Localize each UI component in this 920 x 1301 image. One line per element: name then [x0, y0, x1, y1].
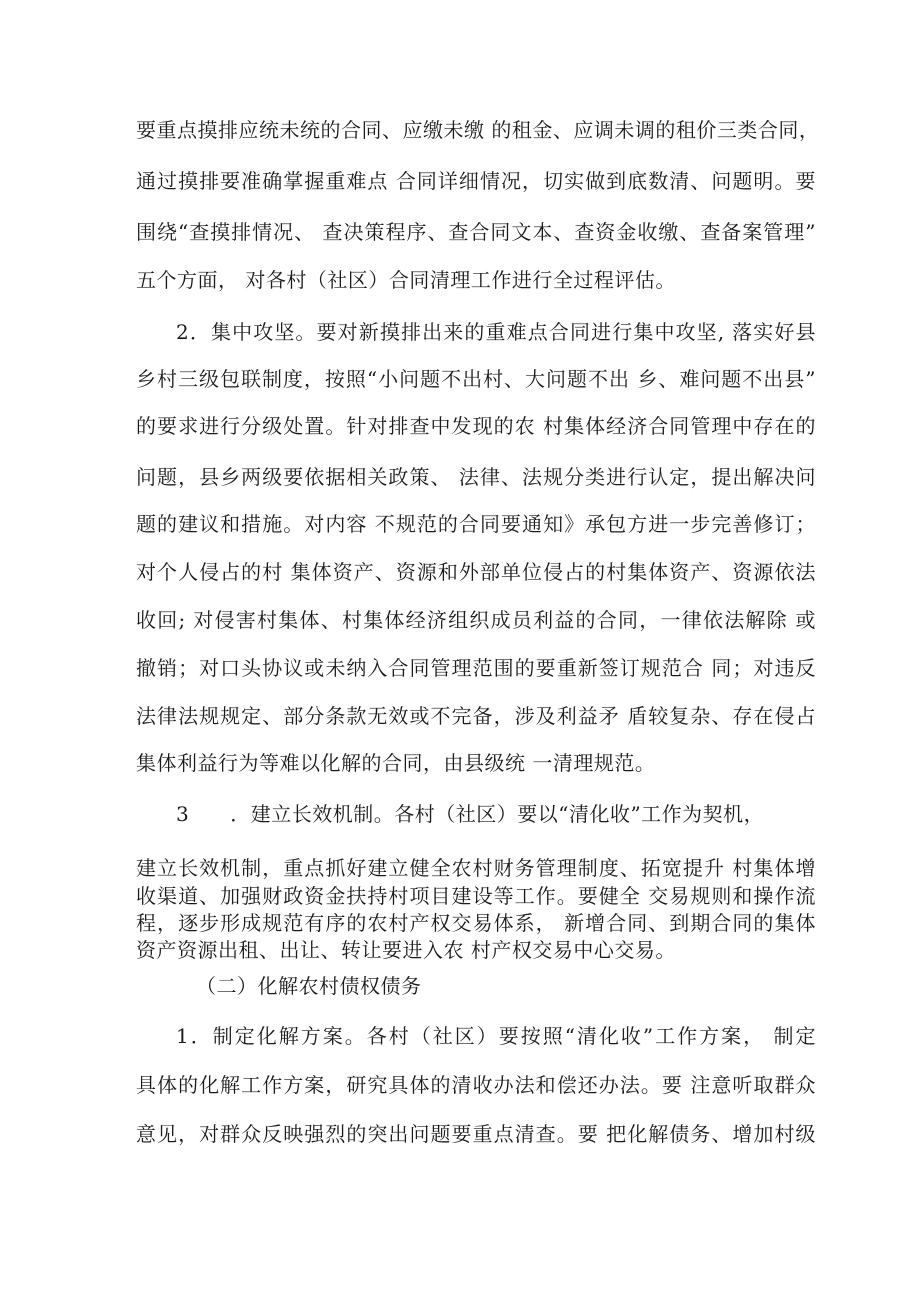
- paragraph-start-line: 3 ．建立长效机制。各村（社区）要以“清化收”工作为契机，: [176, 802, 765, 826]
- text-line: 法律法规规定、部分条款无效或不完备，涉及利益矛 盾较复杂、存在侵占: [136, 704, 816, 728]
- text-line: 五个方面， 对各村（社区）合同清理工作进行全过程评估。: [136, 268, 676, 292]
- paragraph-start-line: 1．制定化解方案。各村（社区）要按照“清化收”工作方案， 制定: [176, 1024, 816, 1048]
- text-line: 程，逐步形成规范有序的农村产权交易体系， 新增合同、到期合同的集体: [136, 911, 816, 935]
- text-line: 收回; 对侵害村集体、村集体经济组织成员利益的合同，一律依法解除 或: [136, 608, 816, 632]
- text-line: 集体利益行为等难以化解的合同，由县级统 一清理规范。: [136, 751, 656, 775]
- text-line: 要重点摸排应统未统的合同、应缴未缴 的租金、应调未调的租价三类合同，: [136, 118, 820, 142]
- text-line: 建立长效机制，重点抓好建立健全农村财务管理制度、拓宽提升 村集体增: [136, 856, 816, 880]
- text-line: 撤销；对口头协议或未纳入合同管理范围的要重新签订规范合 同；对违反: [136, 656, 816, 680]
- text-line: 的要求进行分级处置。针对排查中发现的农 村集体经济合同管理中存在的: [136, 414, 816, 438]
- section-heading: （二）化解农村债权债务: [196, 974, 422, 998]
- text-line: 意见，对群众反映强烈的突出问题要重点清查。要 把化解债务、增加村级: [136, 1122, 816, 1146]
- paragraph-start-line: 2．集中攻坚。要对新摸排出来的重难点合同进行集中攻坚, 落实好县: [176, 320, 816, 344]
- text-line: 围绕“查摸排情况、 查决策程序、查合同文本、查资金收缴、查备案管理”: [136, 220, 816, 244]
- text-line: 资产资源出租、出让、转让要进入农 村产权交易中心交易。: [136, 938, 676, 962]
- text-line: 题的建议和措施。对内容 不规范的合同要通知》承包方进一步完善修订；: [136, 512, 816, 536]
- text-line: 乡村三级包联制度，按照“小问题不出村、大问题不出 乡、难问题不出县”: [136, 367, 816, 391]
- text-line: 对个人侵占的村 集体资产、资源和外部单位侵占的村集体资产、资源依法: [136, 560, 816, 584]
- text-line: 具体的化解工作方案，研究具体的清收办法和偿还办法。要 注意听取群众: [136, 1073, 816, 1097]
- text-line: 收渠道、加强财政资金扶持村项目建设等工作。要健全 交易规则和操作流: [136, 884, 816, 908]
- text-line: 通过摸排要准确掌握重难点 合同详细情况，切实做到底数清、问题明。要: [136, 169, 816, 193]
- text-line: 问题，县乡两级要依据相关政策、 法律、法规分类进行认定，提出解决问: [136, 465, 816, 489]
